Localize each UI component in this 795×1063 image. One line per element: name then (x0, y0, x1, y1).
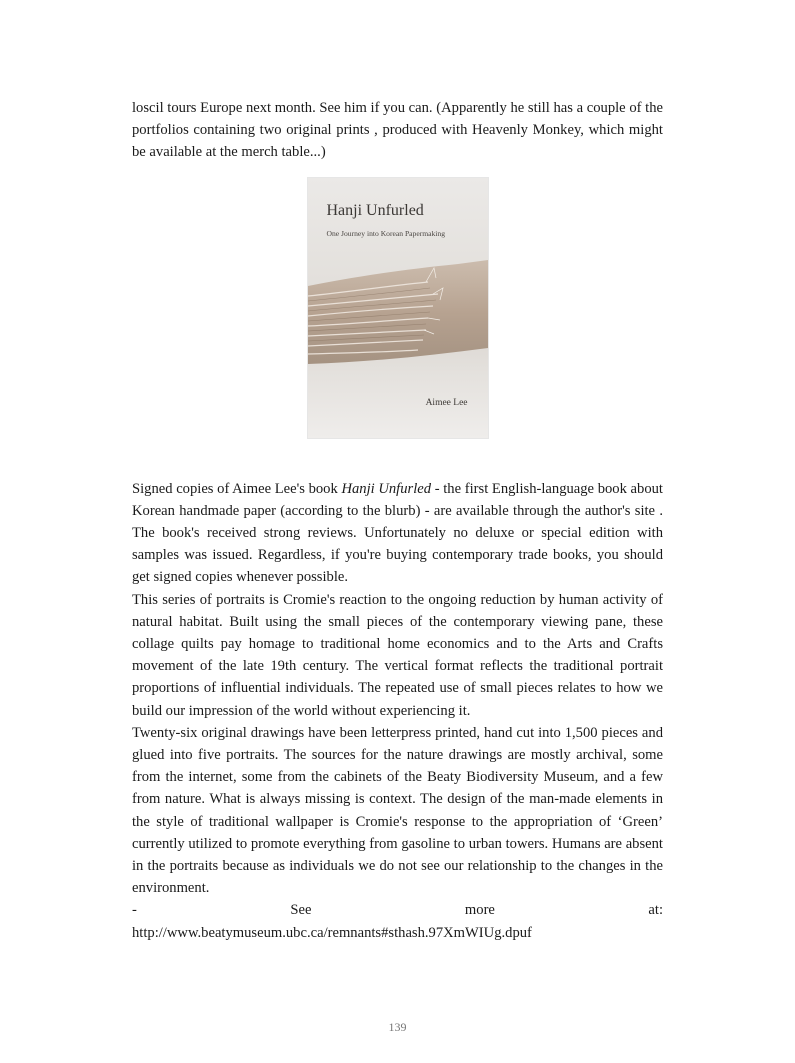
cover-author: Aimee Lee (425, 397, 468, 408)
document-body (132, 97, 663, 944)
spacer (132, 438, 663, 478)
cover-subtitle: One Journey into Korean Papermaking (326, 228, 446, 238)
see-more-see: See (290, 902, 312, 919)
signed-copies-paragraph (132, 478, 663, 589)
book-cover-image (308, 178, 488, 438)
see-more-at: at: (648, 902, 663, 919)
see-more-dash: - (132, 902, 137, 919)
signed-before-text: Signed copies of Aimee Lee's book (132, 480, 342, 497)
signed-after-text: - the first English-language book about Korean handmade paper (according to the blurb) - are available through the author's site . The book's received strong reviews. Unfortunately no deluxe or special edition with samples was issued. Regardless, if you're buying contemporary trade books, you should get signed copies whenever possible. (132, 480, 663, 586)
see-more-line (132, 899, 663, 921)
see-more-url[interactable]: http://www.beatymuseum.ubc.ca/remnants#sthash.97XmWIUg.dpuf (132, 924, 532, 941)
portraits-paragraph: This series of portraits is Cromie's reaction to the ongoing reduction by human activity of natural habitat. Built using the small pieces of the contemporary viewing pane, these collage quilts pay homage to traditional home economics and to the Arts and Crafts movement of the late 19th century. The vertical format reflects the traditional portrait proportions of influential individuals. The repeated use of small pieces relates to how we build our impression of the world without experiencing it. (132, 591, 663, 719)
cover-title: Hanji Unfurled (326, 201, 424, 219)
drawings-paragraph: Twenty-six original drawings have been letterpress printed, hand cut into 1,500 pieces and glued into five portraits. The sources for the nature drawings are mostly archival, some from the internet, some from the cabinets of the Beaty Biodiversity Museum, and a few from nature. What is always missing is context. The design of the man-made elements in the style of traditional wallpaper is Cromie's response to the appropriation of ‘Green’ currently utilized to promote everything from gasoline to urban towers. Humans are absent in the portraits because as individuals we do not see our relationship to the changes in the environment. (132, 724, 663, 897)
book-cover-figure (132, 178, 663, 438)
intro-paragraph: loscil tours Europe next month. See him if you can. (Apparently he still has a couple of the portfolios containing two original prints , produced with Heavenly Monkey, which might be available at the merch table...) (132, 100, 663, 161)
book-title-italic: Hanji Unfurled (341, 480, 432, 497)
see-more-more: more (464, 902, 495, 919)
page-number: 139 (388, 1020, 407, 1034)
